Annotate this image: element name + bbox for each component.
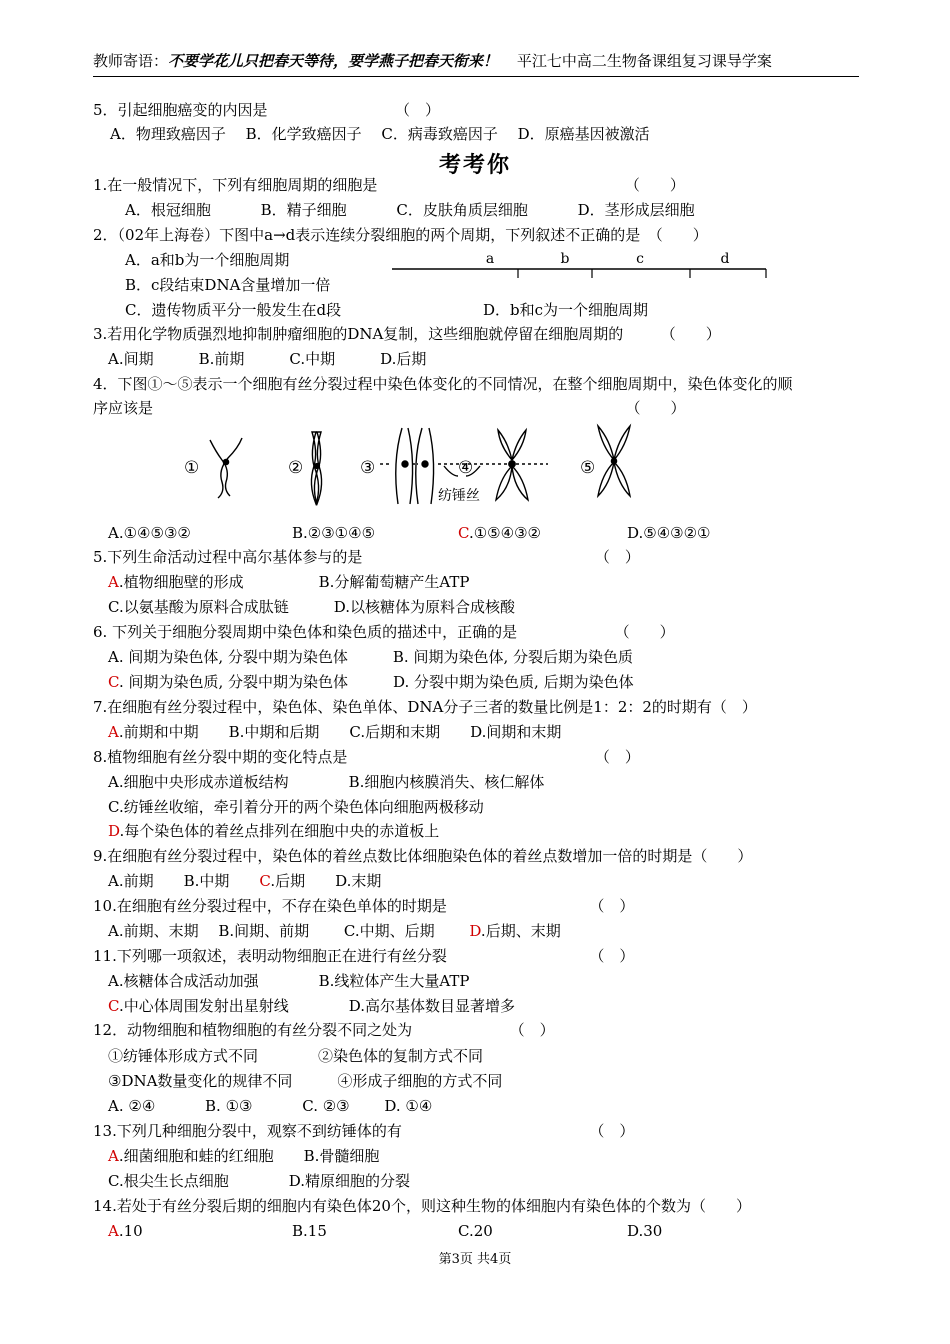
spindle-label: 纺锤丝 bbox=[438, 488, 480, 504]
question-4-option-c-text: .①⑤④③② bbox=[468, 524, 541, 542]
question-14-option-a bbox=[108, 1221, 143, 1241]
question-6-options-cd bbox=[108, 672, 634, 692]
chromosome-2 bbox=[311, 432, 321, 504]
question-14-option-c: C.20 bbox=[458, 1222, 493, 1240]
answer-mark: A bbox=[108, 723, 119, 741]
cell-cycle-segment-diagram bbox=[390, 248, 770, 288]
figure-label-2: ② bbox=[288, 458, 304, 478]
question-3-options: A.间期 B.前期 C.中期 D.后期 bbox=[108, 350, 427, 368]
question-5-pre-options: A．物理致癌因子 B．化学致癌因子 C．病毒致癌因子 D．原癌基因被激活 bbox=[110, 125, 650, 143]
question-14-option-b: B.15 bbox=[292, 1222, 327, 1240]
option-text: A.前期、末期 B.间期、前期 C.中期、后期 bbox=[108, 922, 470, 940]
segment-label-a: a bbox=[485, 251, 495, 267]
header-motto: 不要学花儿只把春天等待，要学燕子把春天衔来！ bbox=[168, 52, 499, 70]
figure-label-5: ⑤ bbox=[580, 458, 596, 478]
answer-mark: D bbox=[469, 922, 481, 940]
answer-mark: C bbox=[458, 524, 469, 542]
question-5: 5.下列生命活动过程中高尔基体参与的是 （ ） bbox=[93, 548, 640, 566]
question-5-options-ab bbox=[108, 572, 470, 592]
question-12-items-34: ③DNA数量变化的规律不同 ④形成子细胞的方式不同 bbox=[108, 1072, 503, 1090]
question-8-option-d-text: .每个染色体的着丝点排列在细胞中央的赤道板上 bbox=[119, 822, 440, 840]
question-7-options-text: .前期和中期 B.中期和后期 C.后期和末期 D.间期和末期 bbox=[118, 723, 562, 741]
answer-mark: C bbox=[108, 997, 119, 1015]
question-4-option-a: A.①④⑤③② bbox=[108, 524, 191, 542]
section-title: 考考你 bbox=[438, 152, 511, 178]
question-14: 14.若处于有丝分裂后期的细胞内有染色体20个，则这种生物的体细胞内有染色体的个数为（ ） bbox=[93, 1197, 751, 1215]
figure-label-4: ④ bbox=[458, 458, 474, 478]
chromosome-1 bbox=[210, 438, 242, 498]
question-2-option-b: B．c段结束DNA含量增加一倍 bbox=[125, 276, 331, 294]
header-prefix: 教师寄语： bbox=[93, 52, 169, 70]
page-header bbox=[93, 50, 859, 74]
question-4-cont: 序应该是 （ ） bbox=[93, 399, 686, 417]
page-footer: 第3页 共4页 bbox=[438, 1252, 512, 1267]
answer-mark: D bbox=[108, 822, 120, 840]
answer-mark: C bbox=[259, 872, 271, 890]
question-5-pre: 5．引起细胞癌变的内因是 （ ） bbox=[93, 101, 441, 119]
question-5-options-cd: C.以氨基酸为原料合成肽链 D.以核糖体为原料合成核酸 bbox=[108, 598, 515, 616]
question-9-options bbox=[108, 871, 381, 891]
answer-mark: A bbox=[108, 573, 119, 591]
question-2-option-c: C．遗传物质平分一般发生在d段 bbox=[125, 301, 342, 319]
question-4-option-c bbox=[458, 523, 541, 543]
question-13: 13.下列几种细胞分裂中，观察不到纺锤体的有 （ ） bbox=[93, 1122, 635, 1140]
question-6: 6. 下列关于细胞分裂周期中染色体和染色质的描述中，正确的是 （ ） bbox=[93, 623, 675, 641]
figure-label-3: ③ bbox=[360, 458, 376, 478]
question-1-options: A．根冠细胞 B．精子细胞 C．皮肤角质层细胞 D．茎形成层细胞 bbox=[125, 201, 695, 219]
question-12-options: A. ②④ B. ①③ C. ②③ D. ①④ bbox=[108, 1097, 433, 1115]
question-11-options-cd bbox=[108, 996, 515, 1016]
question-6-options-cd-text: . 间期为染色质, 分裂中期为染色体 D. 分裂中期为染色质, 后期为染色体 bbox=[118, 673, 634, 691]
answer-mark: A bbox=[108, 1147, 119, 1165]
question-13-options-ab bbox=[108, 1146, 379, 1166]
question-14-option-a-text: .10 bbox=[118, 1222, 143, 1240]
question-2-option-d: D．b和c为一个细胞周期 bbox=[483, 301, 649, 319]
segment-label-c: c bbox=[636, 251, 644, 267]
option-text: .后期 D.末期 bbox=[270, 872, 382, 890]
question-13-options-ab-text: .细菌细胞和蛙的红细胞 B.骨髓细胞 bbox=[118, 1147, 380, 1165]
question-10: 10.在细胞有丝分裂过程中，不存在染色单体的时期是 （ ） bbox=[93, 897, 635, 915]
question-8-options-ab: A.细胞中央形成赤道板结构 B.细胞内核膜消失、核仁解体 bbox=[108, 773, 545, 791]
chromosome-5 bbox=[598, 426, 630, 496]
chromosome-figure bbox=[180, 420, 650, 510]
segment-label-b: b bbox=[560, 251, 570, 267]
question-14-option-d: D.30 bbox=[627, 1222, 663, 1240]
question-7: 7.在细胞有丝分裂过程中，染色体、染色单体、DNA分子三者的数量比例是1：2：2的时期有（ ） bbox=[93, 698, 757, 716]
question-4-option-b: B.②③①④⑤ bbox=[292, 524, 376, 542]
question-11: 11.下列哪一项叙述，表明动物细胞正在进行有丝分裂 （ ） bbox=[93, 947, 635, 965]
question-8-option-d bbox=[108, 821, 439, 841]
question-2-option-a: A．a和b为一个细胞周期 bbox=[125, 251, 290, 269]
question-3: 3.若用化学物质强烈地抑制肿瘤细胞的DNA复制，这些细胞就停留在细胞周期的 （ ） bbox=[93, 325, 721, 343]
question-1: 1.在一般情况下，下列有细胞周期的细胞是 （ ） bbox=[93, 176, 685, 194]
question-9: 9.在细胞有丝分裂过程中，染色体的着丝点数比体细胞染色体的着丝点数增加一倍的时期是（ ） bbox=[93, 847, 753, 865]
question-8-option-c: C.纺锤丝收缩，牵引着分开的两个染色体向细胞两极移动 bbox=[108, 798, 484, 816]
question-10-options bbox=[108, 921, 561, 941]
option-text: .后期、末期 bbox=[480, 922, 561, 940]
question-6-options-ab: A. 间期为染色体, 分裂中期为染色体 B. 间期为染色体, 分裂后期为染色质 bbox=[108, 648, 634, 666]
chromosome-3 bbox=[380, 428, 434, 504]
header-rule bbox=[93, 76, 859, 77]
question-2: 2．（02年上海卷）下图中a→d表示连续分裂细胞的两个周期，下列叙述不正确的是 （ ） bbox=[93, 226, 708, 244]
figure-label-1: ① bbox=[184, 458, 200, 478]
question-7-options bbox=[108, 722, 561, 742]
answer-mark: C bbox=[108, 673, 119, 691]
question-8: 8.植物细胞有丝分裂中期的变化特点是 （ ） bbox=[93, 748, 640, 766]
question-5-options-ab-text: .植物细胞壁的形成 B.分解葡萄糖产生ATP bbox=[118, 573, 470, 591]
question-13-options-cd: C.根尖生长点细胞 D.精原细胞的分裂 bbox=[108, 1172, 410, 1190]
option-text: A.前期 B.中期 bbox=[108, 872, 260, 890]
question-12: 12．动物细胞和植物细胞的有丝分裂不同之处为 （ ） bbox=[93, 1021, 555, 1039]
question-4-option-d: D.⑤④③②① bbox=[627, 524, 711, 542]
question-11-options-ab: A.核糖体合成活动加强 B.线粒体产生大量ATP bbox=[108, 972, 470, 990]
answer-mark: A bbox=[108, 1222, 119, 1240]
question-11-options-cd-text: .中心体周围发射出星射线 D.高尔基体数目显著增多 bbox=[118, 997, 515, 1015]
segment-label-d: d bbox=[720, 251, 730, 267]
header-school: 平江七中高二生物备课组复习课导学案 bbox=[516, 52, 772, 70]
question-4: 4．下图①～⑤表示一个细胞有丝分裂过程中染色体变化的不同情况，在整个细胞周期中，染色体变化的顺 bbox=[93, 375, 793, 393]
question-12-items-12: ①纺锤体形成方式不同 ②染色体的复制方式不同 bbox=[108, 1047, 484, 1065]
